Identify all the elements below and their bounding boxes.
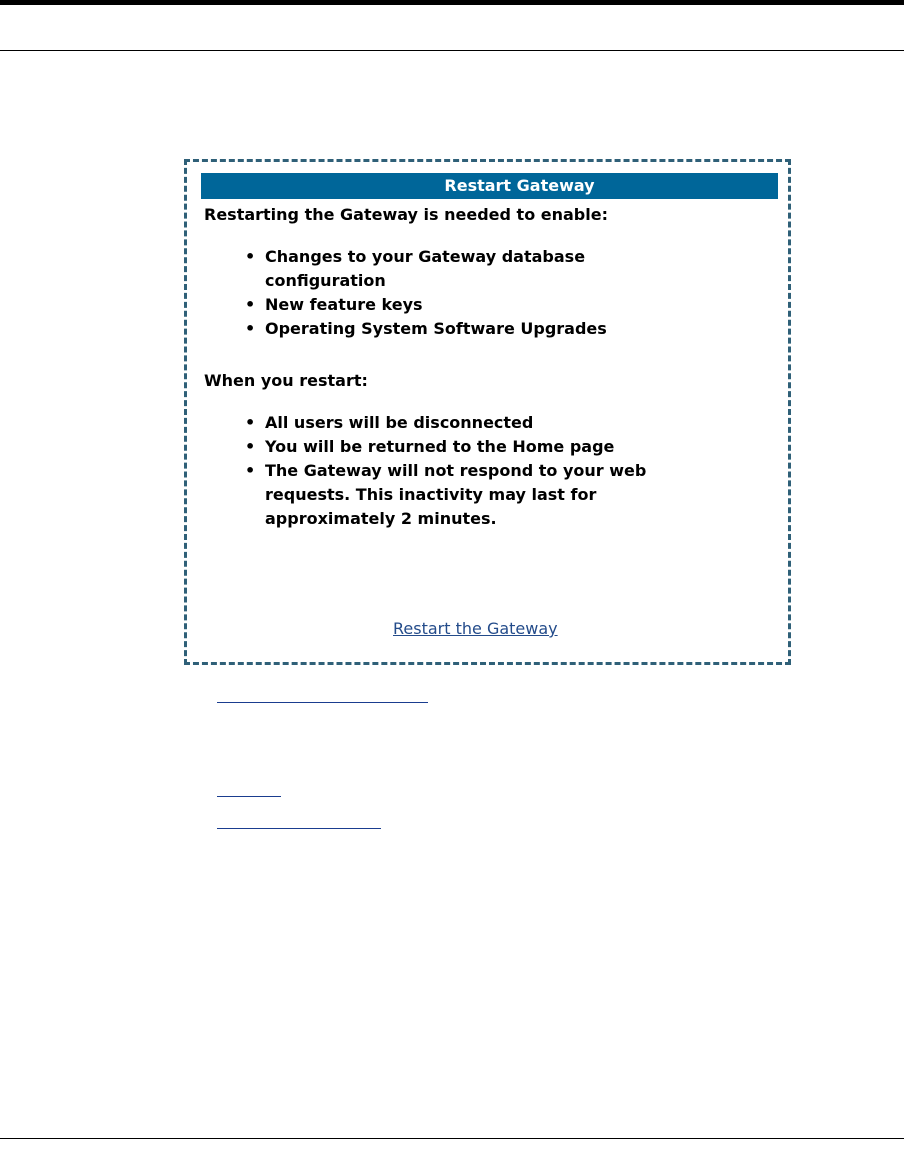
bullet-icon: • bbox=[245, 319, 256, 338]
enable-intro-text: Restarting the Gateway is needed to enable: bbox=[204, 205, 608, 224]
restart-gateway-link[interactable]: Restart the Gateway bbox=[393, 619, 558, 638]
restart-heading: When you restart: bbox=[204, 371, 368, 390]
list-item bbox=[201, 435, 695, 459]
bullet-icon: • bbox=[245, 247, 256, 266]
page-bottom-rule bbox=[0, 1138, 904, 1139]
list-item bbox=[201, 317, 695, 341]
hidden-link-3[interactable] bbox=[217, 828, 381, 829]
list-item-text: New feature keys bbox=[265, 295, 423, 314]
list-item-text: You will be returned to the Home page bbox=[265, 437, 615, 456]
page-top-rule-thick bbox=[0, 0, 904, 5]
bullet-icon: • bbox=[245, 295, 256, 314]
hidden-link-1[interactable] bbox=[217, 702, 428, 703]
list-item-text: All users will be disconnected bbox=[265, 413, 534, 432]
bullet-icon: • bbox=[245, 413, 256, 432]
hidden-link-2[interactable] bbox=[217, 796, 281, 797]
panel-title: Restart Gateway bbox=[201, 173, 778, 199]
bullet-icon: • bbox=[245, 437, 256, 456]
list-item-text: The Gateway will not respond to your web requests. This inactivity may last for approximately 2 minutes. bbox=[265, 461, 647, 528]
list-item-text: Changes to your Gateway database configuration bbox=[265, 247, 586, 290]
bullet-icon: • bbox=[245, 461, 256, 480]
list-item bbox=[201, 293, 695, 317]
page-top-rule bbox=[0, 50, 904, 51]
list-item bbox=[201, 411, 695, 435]
list-item-text: Operating System Software Upgrades bbox=[265, 319, 607, 338]
panel-body bbox=[201, 203, 778, 531]
enable-list bbox=[201, 245, 778, 341]
list-item bbox=[201, 245, 695, 293]
restart-gateway-panel bbox=[201, 173, 778, 653]
list-item bbox=[201, 459, 695, 531]
restart-effects-list bbox=[201, 411, 778, 531]
